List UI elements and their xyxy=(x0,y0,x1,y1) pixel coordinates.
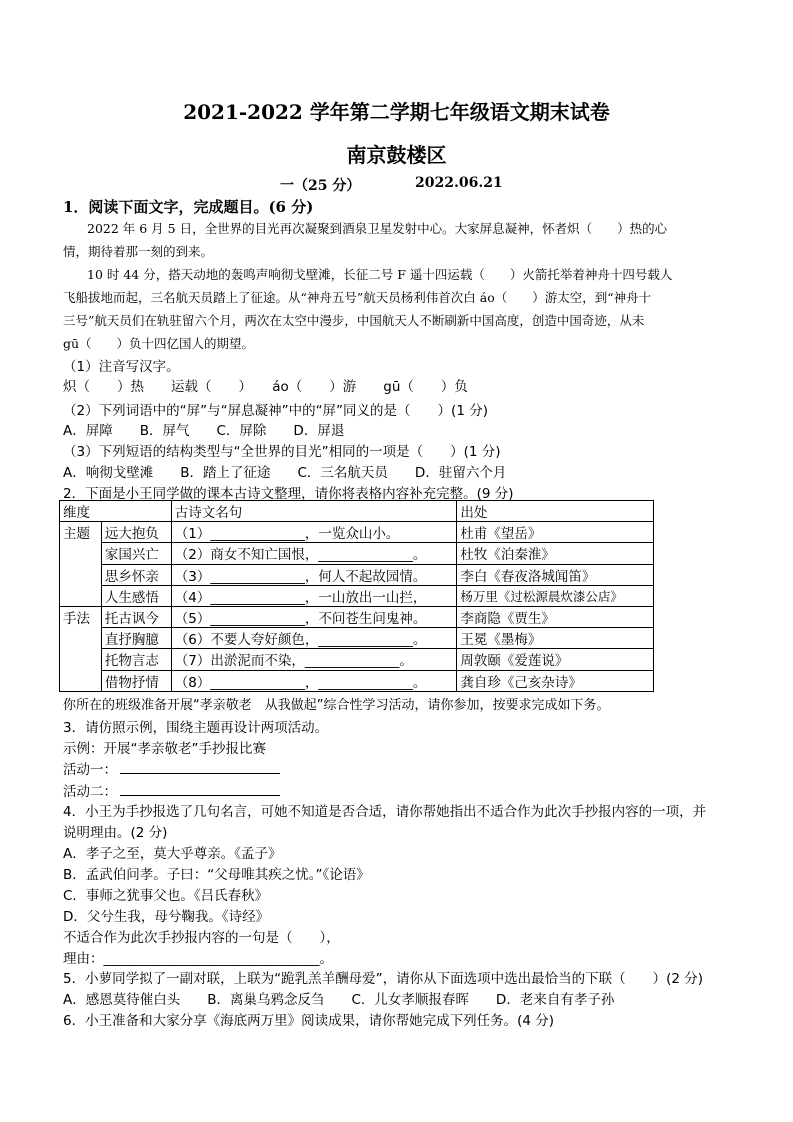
theme-cell: 直抒胸臆 xyxy=(101,628,171,649)
question-4-heading-cont: 说明理由。(2 分) xyxy=(63,825,168,841)
table-row xyxy=(60,628,654,649)
question-3-heading: 3．请仿照示例，围绕主题再设计两项活动。 xyxy=(63,720,329,736)
table-row xyxy=(60,522,654,543)
theme-cell: 人生感悟 xyxy=(101,585,171,606)
page-title: 2021-2022 学年第二学期七年级语文期末试卷 xyxy=(183,100,610,124)
table-header-cell: 维度 xyxy=(60,501,172,522)
q4-option-c: C．事师之犹事父也。《吕氏春秋》 xyxy=(63,888,269,904)
source-cell: 杜牧《泊秦淮》 xyxy=(457,543,654,564)
activity-2-answer-line[interactable] xyxy=(120,795,280,796)
q1-paragraph-line: 三号”航天员们在轨驻留六个月，两次在太空中漫步，中国航天人不断刷新中国高度，创造中国奇迹，从未 xyxy=(63,313,645,328)
q1-paragraph-line: 10 时 44 分，搭天动地的轰鸣声响彻戈壁滩，长征二号 F 遥十四运载（ ）火箭托举着神舟十四号载人 xyxy=(87,267,673,282)
q1-sub1-items: 炽（ ）热 运载（ ） áo（ ）游 gū（ ）负 xyxy=(63,379,468,395)
activity-1-answer-line[interactable] xyxy=(120,773,280,774)
theme-cell: 思乡怀亲 xyxy=(101,564,171,585)
question-4-heading: 4．小王为手抄报选了几句名言，可她不知道是否合适，请你帮她指出不适合作为此次手抄报内容的一项，并 xyxy=(63,804,707,820)
activity-intro: 你所在的班级准备开展“孝亲敬老 从我做起”综合性学习活动，请你参加，按要求完成如下务。 xyxy=(63,698,610,713)
source-cell: 杨万里《过松源晨炊漆公店》 xyxy=(457,585,654,606)
source-cell: 龚自珍《己亥杂诗》 xyxy=(457,670,654,691)
table-row xyxy=(60,585,654,606)
q1-paragraph-line: gū（ ）负十四亿国人的期望。 xyxy=(63,336,255,351)
poem-table xyxy=(59,500,654,692)
table-row xyxy=(60,670,654,691)
q3-example: 示例：开展“孝亲敬老”手抄报比赛 xyxy=(63,741,266,757)
table-row xyxy=(60,606,654,627)
poem-line-cell: （2）商女不知亡国恨，______________。 xyxy=(171,543,457,564)
q3-activity-2-label: 活动二： xyxy=(63,784,117,800)
q4-reason: 理由：________________________________。 xyxy=(63,951,333,967)
poem-line-cell: （3）______________，何人不起故园情。 xyxy=(171,564,457,585)
q1-paragraph-line: 2022 年 6 月 5 日，全世界的目光再次凝聚到酒泉卫星发射中心。大家屏息凝神，怀者炽（ ）热的心 xyxy=(87,221,668,236)
q4-option-a: A．孝子之至，莫大乎尊亲。《孟子》 xyxy=(63,846,282,862)
source-cell: 周敦颐《爱莲说》 xyxy=(457,649,654,670)
theme-cell: 借物抒情 xyxy=(101,670,171,691)
question-1-heading: 1．阅读下面文字，完成题目。(6 分) xyxy=(63,198,314,216)
theme-cell: 家国兴亡 xyxy=(101,543,171,564)
q1-sub1: （1）注音写汉字。 xyxy=(63,359,180,375)
poem-line-cell: （6）不要人夸好颜色，______________。 xyxy=(171,628,457,649)
theme-cell: 托物言志 xyxy=(101,649,171,670)
q1-sub2-options: A．屏障 B．屏气 C．屏除 D．屏退 xyxy=(63,423,345,439)
theme-cell: 远大抱负 xyxy=(101,522,171,543)
table-header-row xyxy=(60,501,654,522)
q5-options: A．感恩莫待催白头 B．离巢乌鸦念反刍 C．儿女孝顺报春晖 D．老来自有孝子孙 xyxy=(63,992,615,1008)
section-heading: 一（25 分） xyxy=(280,178,361,194)
poem-line-cell: （7）出淤泥而不染，______________。 xyxy=(171,649,457,670)
question-5-heading: 5．小萝同学拟了一副对联，上联为“跪乳羔羊酬母爱”，请你从下面选项中选出最恰当的下联（ ）(2 分) xyxy=(63,971,703,987)
poem-line-cell: （5）______________，不问苍生问鬼神。 xyxy=(171,606,457,627)
source-cell: 杜甫《望岳》 xyxy=(457,522,654,543)
poem-line-cell: （4）______________，一山放出一山拦， xyxy=(171,585,457,606)
q1-sub2: （2）下列词语中的“屏”与“屏息凝神”中的“屏”同义的是（ ）(1 分) xyxy=(63,403,488,419)
question-2-heading: 2．下面是小王同学做的课本古诗文整理，请你将表格内容补充完整。(9 分) xyxy=(63,486,514,502)
page-subtitle: 南京鼓楼区 xyxy=(346,143,447,167)
table-header-cell: 出处 xyxy=(457,501,654,522)
group-label: 手法 xyxy=(60,606,102,691)
q1-paragraph-line: 飞船拔地而起，三名航天员踏上了征途。从“神舟五号”航天员杨利伟首次白 áo（ ）游太空，到“神舟十 xyxy=(63,290,652,305)
poem-line-cell: （8）______________，______________。 xyxy=(171,670,457,691)
table-row xyxy=(60,564,654,585)
q1-sub3-options: A．响彻戈壁滩 B．踏上了征途 C．三名航天员 D．驻留六个月 xyxy=(63,465,507,481)
q4-answer-line: 不适合作为此次手抄报内容的一句是（ ）， xyxy=(63,930,340,946)
q4-option-b: B．孟武伯问孝。子曰：“父母唯其疾之忧。”《论语》 xyxy=(63,867,370,883)
q4-option-d: D．父兮生我，母兮鞠我。《诗经》 xyxy=(63,909,270,925)
q1-paragraph-line: 情，期待着那一刻的到来。 xyxy=(63,244,214,259)
table-row xyxy=(60,543,654,564)
theme-cell: 托古讽今 xyxy=(101,606,171,627)
source-cell: 李商隐《贾生》 xyxy=(457,606,654,627)
q1-sub3: （3）下列短语的结构类型与“全世界的目光”相同的一项是（ ）(1 分) xyxy=(63,444,501,460)
exam-date: 2022.06.21 xyxy=(415,175,503,191)
question-6-heading: 6．小王准备和大家分享《海底两万里》阅读成果，请你帮她完成下列任务。(4 分) xyxy=(63,1013,555,1029)
q3-activity-1-label: 活动一： xyxy=(63,762,117,778)
table-row xyxy=(60,649,654,670)
poem-line-cell: （1）______________，一览众山小。 xyxy=(171,522,457,543)
source-cell: 李白《春夜洛城闻笛》 xyxy=(457,564,654,585)
source-cell: 王冕《墨梅》 xyxy=(457,628,654,649)
table-header-cell: 古诗文名句 xyxy=(171,501,457,522)
group-label: 主题 xyxy=(60,522,102,607)
